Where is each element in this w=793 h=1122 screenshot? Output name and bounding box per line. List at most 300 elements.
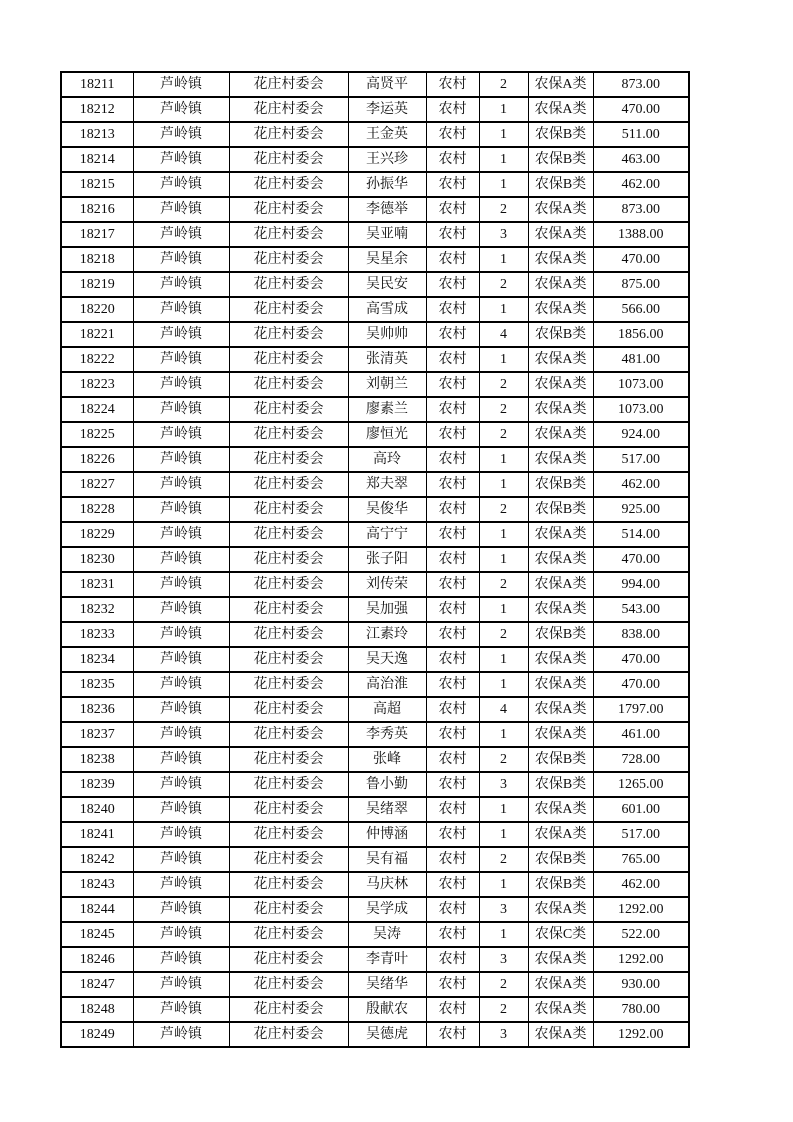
cell-person-count: 2	[479, 272, 528, 297]
cell-amount: 765.00	[593, 847, 689, 872]
cell-amount: 873.00	[593, 197, 689, 222]
cell-town: 芦岭镇	[133, 272, 229, 297]
cell-residence-type: 农村	[426, 597, 479, 622]
cell-name: 张子阳	[348, 547, 426, 572]
cell-name: 廖恒光	[348, 422, 426, 447]
cell-insurance-category: 农保A类	[528, 197, 593, 222]
cell-village: 花庄村委会	[229, 272, 348, 297]
cell-residence-type: 农村	[426, 747, 479, 772]
cell-person-count: 1	[479, 247, 528, 272]
cell-village: 花庄村委会	[229, 747, 348, 772]
cell-residence-type: 农村	[426, 522, 479, 547]
cell-village: 花庄村委会	[229, 622, 348, 647]
cell-residence-type: 农村	[426, 447, 479, 472]
cell-name: 吴帅帅	[348, 322, 426, 347]
cell-town: 芦岭镇	[133, 822, 229, 847]
cell-village: 花庄村委会	[229, 772, 348, 797]
cell-seq-no: 18243	[61, 872, 133, 897]
cell-name: 高超	[348, 697, 426, 722]
cell-amount: 1388.00	[593, 222, 689, 247]
cell-insurance-category: 农保B类	[528, 772, 593, 797]
cell-insurance-category: 农保A类	[528, 1022, 593, 1047]
cell-town: 芦岭镇	[133, 1022, 229, 1047]
cell-person-count: 2	[479, 972, 528, 997]
cell-insurance-category: 农保A类	[528, 572, 593, 597]
table-row	[61, 522, 689, 547]
cell-town: 芦岭镇	[133, 847, 229, 872]
cell-seq-no: 18216	[61, 197, 133, 222]
cell-residence-type: 农村	[426, 997, 479, 1022]
table-row	[61, 747, 689, 772]
table-row	[61, 72, 689, 97]
cell-village: 花庄村委会	[229, 372, 348, 397]
cell-insurance-category: 农保A类	[528, 522, 593, 547]
cell-village: 花庄村委会	[229, 222, 348, 247]
cell-name: 吴德虎	[348, 1022, 426, 1047]
cell-person-count: 2	[479, 747, 528, 772]
cell-insurance-category: 农保A类	[528, 272, 593, 297]
cell-person-count: 1	[479, 122, 528, 147]
cell-insurance-category: 农保B类	[528, 872, 593, 897]
cell-village: 花庄村委会	[229, 322, 348, 347]
cell-seq-no: 18241	[61, 822, 133, 847]
cell-town: 芦岭镇	[133, 547, 229, 572]
cell-town: 芦岭镇	[133, 172, 229, 197]
cell-town: 芦岭镇	[133, 797, 229, 822]
cell-residence-type: 农村	[426, 972, 479, 997]
pension-roster-table	[60, 71, 690, 1048]
cell-village: 花庄村委会	[229, 797, 348, 822]
cell-village: 花庄村委会	[229, 822, 348, 847]
cell-village: 花庄村委会	[229, 547, 348, 572]
cell-insurance-category: 农保A类	[528, 972, 593, 997]
cell-person-count: 2	[479, 72, 528, 97]
cell-residence-type: 农村	[426, 172, 479, 197]
cell-residence-type: 农村	[426, 322, 479, 347]
cell-insurance-category: 农保B类	[528, 147, 593, 172]
cell-amount: 514.00	[593, 522, 689, 547]
cell-person-count: 2	[479, 397, 528, 422]
cell-insurance-category: 农保A类	[528, 997, 593, 1022]
cell-town: 芦岭镇	[133, 247, 229, 272]
cell-amount: 1292.00	[593, 1022, 689, 1047]
cell-person-count: 3	[479, 772, 528, 797]
cell-insurance-category: 农保A类	[528, 547, 593, 572]
cell-insurance-category: 农保A类	[528, 422, 593, 447]
cell-seq-no: 18213	[61, 122, 133, 147]
cell-seq-no: 18245	[61, 922, 133, 947]
cell-seq-no: 18226	[61, 447, 133, 472]
cell-village: 花庄村委会	[229, 172, 348, 197]
table-row	[61, 672, 689, 697]
cell-insurance-category: 农保B类	[528, 322, 593, 347]
table-row	[61, 772, 689, 797]
cell-name: 吴绪翠	[348, 797, 426, 822]
cell-person-count: 1	[479, 297, 528, 322]
table-row	[61, 997, 689, 1022]
cell-amount: 470.00	[593, 672, 689, 697]
cell-person-count: 1	[479, 722, 528, 747]
cell-insurance-category: 农保B类	[528, 747, 593, 772]
cell-name: 孙振华	[348, 172, 426, 197]
cell-town: 芦岭镇	[133, 872, 229, 897]
cell-residence-type: 农村	[426, 847, 479, 872]
cell-residence-type: 农村	[426, 397, 479, 422]
cell-person-count: 1	[479, 797, 528, 822]
table-row	[61, 97, 689, 122]
cell-name: 殷献农	[348, 997, 426, 1022]
cell-person-count: 1	[479, 97, 528, 122]
cell-seq-no: 18240	[61, 797, 133, 822]
cell-residence-type: 农村	[426, 1022, 479, 1047]
cell-residence-type: 农村	[426, 422, 479, 447]
cell-amount: 566.00	[593, 297, 689, 322]
cell-person-count: 3	[479, 1022, 528, 1047]
cell-name: 刘传荣	[348, 572, 426, 597]
cell-person-count: 1	[479, 447, 528, 472]
cell-town: 芦岭镇	[133, 772, 229, 797]
cell-village: 花庄村委会	[229, 597, 348, 622]
table-row	[61, 197, 689, 222]
cell-person-count: 2	[479, 497, 528, 522]
cell-amount: 1292.00	[593, 897, 689, 922]
cell-insurance-category: 农保B类	[528, 122, 593, 147]
cell-residence-type: 农村	[426, 697, 479, 722]
cell-person-count: 1	[479, 547, 528, 572]
cell-amount: 1856.00	[593, 322, 689, 347]
cell-person-count: 3	[479, 222, 528, 247]
cell-amount: 461.00	[593, 722, 689, 747]
table-row	[61, 122, 689, 147]
cell-town: 芦岭镇	[133, 522, 229, 547]
cell-person-count: 1	[479, 147, 528, 172]
table-row	[61, 372, 689, 397]
cell-residence-type: 农村	[426, 247, 479, 272]
cell-village: 花庄村委会	[229, 922, 348, 947]
cell-village: 花庄村委会	[229, 397, 348, 422]
cell-seq-no: 18229	[61, 522, 133, 547]
table-row	[61, 147, 689, 172]
cell-amount: 601.00	[593, 797, 689, 822]
cell-name: 郑夫翠	[348, 472, 426, 497]
cell-seq-no: 18228	[61, 497, 133, 522]
cell-village: 花庄村委会	[229, 472, 348, 497]
cell-name: 廖素兰	[348, 397, 426, 422]
cell-residence-type: 农村	[426, 297, 479, 322]
cell-town: 芦岭镇	[133, 422, 229, 447]
cell-amount: 517.00	[593, 447, 689, 472]
cell-seq-no: 18242	[61, 847, 133, 872]
cell-amount: 728.00	[593, 747, 689, 772]
cell-residence-type: 农村	[426, 347, 479, 372]
cell-amount: 517.00	[593, 822, 689, 847]
cell-person-count: 3	[479, 897, 528, 922]
cell-village: 花庄村委会	[229, 497, 348, 522]
cell-seq-no: 18221	[61, 322, 133, 347]
cell-seq-no: 18215	[61, 172, 133, 197]
table-row	[61, 597, 689, 622]
cell-insurance-category: 农保A类	[528, 797, 593, 822]
cell-person-count: 2	[479, 622, 528, 647]
cell-residence-type: 农村	[426, 472, 479, 497]
cell-amount: 543.00	[593, 597, 689, 622]
cell-seq-no: 18248	[61, 997, 133, 1022]
cell-person-count: 2	[479, 372, 528, 397]
cell-amount: 875.00	[593, 272, 689, 297]
cell-name: 江素玲	[348, 622, 426, 647]
cell-amount: 873.00	[593, 72, 689, 97]
cell-residence-type: 农村	[426, 222, 479, 247]
cell-residence-type: 农村	[426, 497, 479, 522]
cell-amount: 522.00	[593, 922, 689, 947]
cell-amount: 462.00	[593, 172, 689, 197]
cell-name: 李青叶	[348, 947, 426, 972]
cell-residence-type: 农村	[426, 872, 479, 897]
cell-village: 花庄村委会	[229, 897, 348, 922]
cell-amount: 994.00	[593, 572, 689, 597]
cell-seq-no: 18247	[61, 972, 133, 997]
cell-person-count: 1	[479, 922, 528, 947]
table-row	[61, 297, 689, 322]
cell-town: 芦岭镇	[133, 997, 229, 1022]
cell-insurance-category: 农保A类	[528, 72, 593, 97]
cell-village: 花庄村委会	[229, 447, 348, 472]
cell-residence-type: 农村	[426, 822, 479, 847]
cell-person-count: 2	[479, 572, 528, 597]
cell-seq-no: 18239	[61, 772, 133, 797]
cell-town: 芦岭镇	[133, 397, 229, 422]
cell-seq-no: 18227	[61, 472, 133, 497]
cell-name: 吴星余	[348, 247, 426, 272]
cell-town: 芦岭镇	[133, 947, 229, 972]
cell-name: 吴俊华	[348, 497, 426, 522]
cell-amount: 470.00	[593, 97, 689, 122]
cell-residence-type: 农村	[426, 672, 479, 697]
cell-name: 高治淮	[348, 672, 426, 697]
cell-amount: 924.00	[593, 422, 689, 447]
cell-residence-type: 农村	[426, 572, 479, 597]
cell-insurance-category: 农保A类	[528, 222, 593, 247]
cell-insurance-category: 农保A类	[528, 647, 593, 672]
cell-town: 芦岭镇	[133, 722, 229, 747]
cell-person-count: 1	[479, 647, 528, 672]
cell-residence-type: 农村	[426, 772, 479, 797]
table-row	[61, 797, 689, 822]
cell-town: 芦岭镇	[133, 447, 229, 472]
cell-town: 芦岭镇	[133, 647, 229, 672]
cell-name: 吴民安	[348, 272, 426, 297]
cell-person-count: 2	[479, 997, 528, 1022]
cell-residence-type: 农村	[426, 622, 479, 647]
cell-amount: 1265.00	[593, 772, 689, 797]
cell-amount: 462.00	[593, 472, 689, 497]
table-row	[61, 222, 689, 247]
cell-seq-no: 18220	[61, 297, 133, 322]
cell-person-count: 3	[479, 947, 528, 972]
cell-seq-no: 18223	[61, 372, 133, 397]
cell-town: 芦岭镇	[133, 147, 229, 172]
cell-seq-no: 18214	[61, 147, 133, 172]
cell-village: 花庄村委会	[229, 947, 348, 972]
cell-residence-type: 农村	[426, 272, 479, 297]
cell-town: 芦岭镇	[133, 122, 229, 147]
cell-person-count: 2	[479, 847, 528, 872]
cell-person-count: 1	[479, 347, 528, 372]
cell-insurance-category: 农保A类	[528, 297, 593, 322]
cell-amount: 1073.00	[593, 397, 689, 422]
cell-name: 马庆林	[348, 872, 426, 897]
cell-town: 芦岭镇	[133, 672, 229, 697]
cell-seq-no: 18230	[61, 547, 133, 572]
table-body	[61, 72, 689, 1047]
cell-name: 鲁小勤	[348, 772, 426, 797]
cell-name: 李运英	[348, 97, 426, 122]
cell-residence-type: 农村	[426, 147, 479, 172]
table-row	[61, 447, 689, 472]
cell-seq-no: 18238	[61, 747, 133, 772]
cell-name: 吴涛	[348, 922, 426, 947]
cell-name: 吴亚喃	[348, 222, 426, 247]
cell-insurance-category: 农保A类	[528, 722, 593, 747]
cell-amount: 463.00	[593, 147, 689, 172]
table-row	[61, 422, 689, 447]
cell-person-count: 1	[479, 597, 528, 622]
cell-insurance-category: 农保A类	[528, 597, 593, 622]
cell-person-count: 1	[479, 172, 528, 197]
cell-name: 吴加强	[348, 597, 426, 622]
cell-insurance-category: 农保B类	[528, 847, 593, 872]
cell-seq-no: 18212	[61, 97, 133, 122]
table-row	[61, 847, 689, 872]
cell-residence-type: 农村	[426, 922, 479, 947]
cell-seq-no: 18225	[61, 422, 133, 447]
cell-seq-no: 18224	[61, 397, 133, 422]
cell-insurance-category: 农保A类	[528, 822, 593, 847]
cell-residence-type: 农村	[426, 897, 479, 922]
cell-village: 花庄村委会	[229, 872, 348, 897]
cell-seq-no: 18211	[61, 72, 133, 97]
cell-village: 花庄村委会	[229, 522, 348, 547]
cell-name: 张清英	[348, 347, 426, 372]
cell-seq-no: 18236	[61, 697, 133, 722]
cell-town: 芦岭镇	[133, 922, 229, 947]
cell-name: 李德举	[348, 197, 426, 222]
table-row	[61, 272, 689, 297]
cell-name: 吴绪华	[348, 972, 426, 997]
cell-town: 芦岭镇	[133, 197, 229, 222]
cell-seq-no: 18231	[61, 572, 133, 597]
table-row	[61, 1022, 689, 1047]
cell-insurance-category: 农保A类	[528, 947, 593, 972]
cell-town: 芦岭镇	[133, 697, 229, 722]
cell-amount: 930.00	[593, 972, 689, 997]
cell-town: 芦岭镇	[133, 322, 229, 347]
table-row	[61, 722, 689, 747]
cell-town: 芦岭镇	[133, 222, 229, 247]
cell-amount: 470.00	[593, 647, 689, 672]
cell-insurance-category: 农保B类	[528, 172, 593, 197]
cell-insurance-category: 农保A类	[528, 897, 593, 922]
cell-town: 芦岭镇	[133, 372, 229, 397]
cell-seq-no: 18222	[61, 347, 133, 372]
cell-insurance-category: 农保A类	[528, 247, 593, 272]
cell-name: 王兴珍	[348, 147, 426, 172]
cell-village: 花庄村委会	[229, 647, 348, 672]
cell-seq-no: 18237	[61, 722, 133, 747]
cell-name: 吴学成	[348, 897, 426, 922]
cell-seq-no: 18233	[61, 622, 133, 647]
cell-name: 张峰	[348, 747, 426, 772]
cell-town: 芦岭镇	[133, 747, 229, 772]
table-row	[61, 647, 689, 672]
cell-person-count: 4	[479, 697, 528, 722]
cell-town: 芦岭镇	[133, 97, 229, 122]
cell-town: 芦岭镇	[133, 297, 229, 322]
table-row	[61, 472, 689, 497]
table-row	[61, 322, 689, 347]
cell-amount: 1292.00	[593, 947, 689, 972]
cell-amount: 462.00	[593, 872, 689, 897]
cell-village: 花庄村委会	[229, 422, 348, 447]
cell-village: 花庄村委会	[229, 722, 348, 747]
table-row	[61, 247, 689, 272]
table-row	[61, 497, 689, 522]
cell-village: 花庄村委会	[229, 1022, 348, 1047]
cell-insurance-category: 农保A类	[528, 447, 593, 472]
table-row	[61, 622, 689, 647]
cell-residence-type: 农村	[426, 647, 479, 672]
cell-village: 花庄村委会	[229, 197, 348, 222]
cell-residence-type: 农村	[426, 547, 479, 572]
cell-name: 刘朝兰	[348, 372, 426, 397]
cell-amount: 1073.00	[593, 372, 689, 397]
cell-seq-no: 18217	[61, 222, 133, 247]
cell-town: 芦岭镇	[133, 972, 229, 997]
cell-town: 芦岭镇	[133, 572, 229, 597]
cell-town: 芦岭镇	[133, 472, 229, 497]
cell-insurance-category: 农保B类	[528, 622, 593, 647]
cell-seq-no: 18235	[61, 672, 133, 697]
cell-town: 芦岭镇	[133, 497, 229, 522]
cell-village: 花庄村委会	[229, 97, 348, 122]
cell-amount: 1797.00	[593, 697, 689, 722]
cell-amount: 481.00	[593, 347, 689, 372]
cell-name: 高雪成	[348, 297, 426, 322]
cell-insurance-category: 农保B类	[528, 497, 593, 522]
cell-village: 花庄村委会	[229, 247, 348, 272]
cell-town: 芦岭镇	[133, 347, 229, 372]
cell-amount: 838.00	[593, 622, 689, 647]
table-row	[61, 347, 689, 372]
table-row	[61, 972, 689, 997]
cell-person-count: 1	[479, 672, 528, 697]
cell-insurance-category: 农保A类	[528, 697, 593, 722]
cell-town: 芦岭镇	[133, 597, 229, 622]
cell-name: 高宁宁	[348, 522, 426, 547]
table-row	[61, 397, 689, 422]
cell-seq-no: 18244	[61, 897, 133, 922]
table-row	[61, 897, 689, 922]
cell-amount: 470.00	[593, 247, 689, 272]
table-row	[61, 172, 689, 197]
cell-residence-type: 农村	[426, 947, 479, 972]
cell-seq-no: 18246	[61, 947, 133, 972]
cell-name: 王金英	[348, 122, 426, 147]
cell-seq-no: 18234	[61, 647, 133, 672]
cell-residence-type: 农村	[426, 372, 479, 397]
cell-residence-type: 农村	[426, 97, 479, 122]
cell-residence-type: 农村	[426, 797, 479, 822]
